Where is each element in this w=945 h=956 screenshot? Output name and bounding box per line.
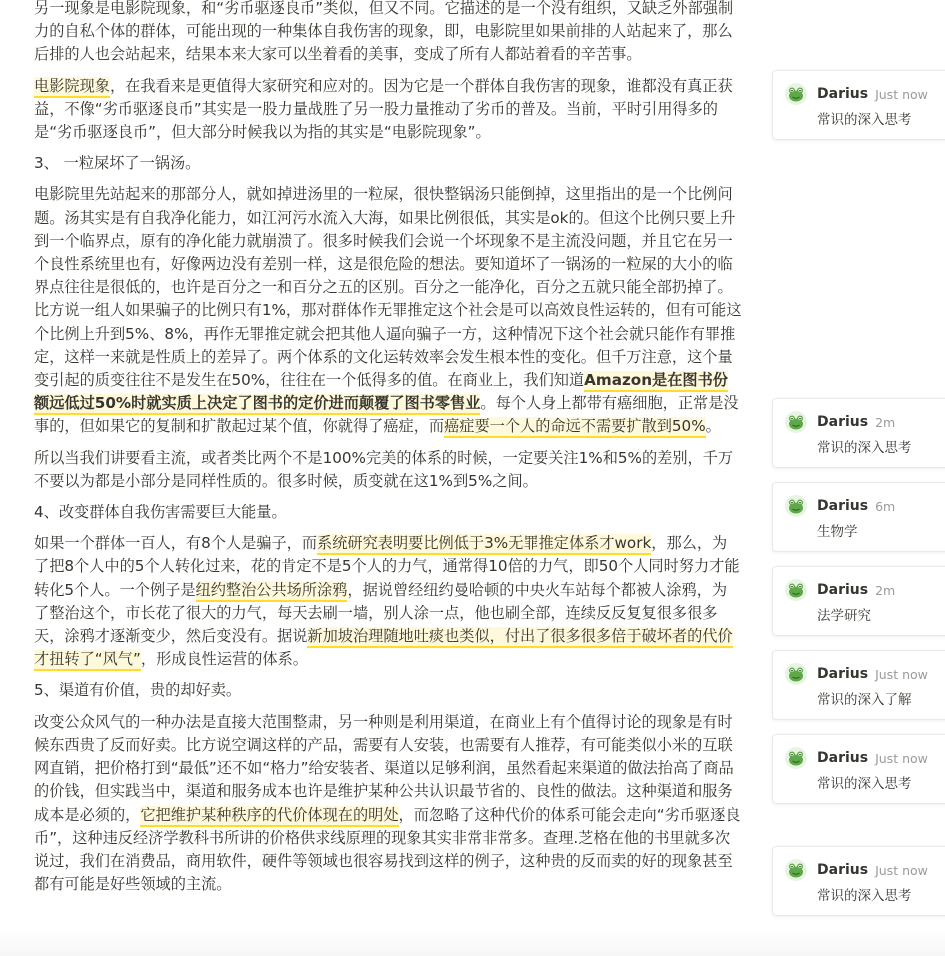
comment-text: 法学研究 [817, 608, 871, 624]
highlight-amazon[interactable]: Amazon是在图书份额远低过50%时就实质上决定了图书的定价进而颠覆了图书零售业 [34, 371, 728, 415]
paragraph-text: 。每个人身上都带有癌细胞，正常是没事的，但如果它的复制和扩散起过某个值，你就得了癌症，而 [34, 394, 739, 436]
frog-icon [785, 83, 807, 105]
comment-header [785, 663, 945, 685]
paragraph-text: ，那么，为了把8个人中的5个人转化过来，花的肯定不是5个人的力气，通常得10倍的力气，即50个人同时努力才能转化5个人。一个例子是 [34, 534, 740, 599]
frog-icon [785, 747, 807, 769]
frog-icon [785, 663, 807, 685]
paragraph-text: ，据说曾经纽约曼哈顿的中央火车站每个都被人涂鸦，为了整治这个，市长花了很大的力气，每天去刷一墙，别人涂一点，他也刷全部，连续反反复复很多很多天，涂鸦才逐渐变少，然后变没有。据说 [34, 580, 728, 646]
comment-time: Just now [875, 862, 928, 878]
comment-text: 常识的深入了解 [817, 692, 912, 708]
paragraph-text: ，而忽略了这种代价的体系可能会走向“劣币驱逐良币”，这种违反经济学教科书所讲的价格供求线原理的现象其实非常非常多。查理.芝格在他的书里就多次说过，我们在消费品，商用软件，硬件等领域也很容易找到这样的例子，这种贵的反而卖的好的现象甚至都有可能是好些领域的主流。 [34, 805, 741, 894]
highlight-nyc-graffiti[interactable]: 纽约整治公共场所涂鸦 [196, 581, 348, 602]
comment-time: 2m [875, 414, 896, 430]
comment-author: Darius [817, 666, 869, 682]
comment-time: Just now [875, 750, 928, 766]
paragraph-text: 。 [705, 417, 721, 436]
paragraph-threshold [34, 183, 742, 438]
comment-header [785, 495, 945, 517]
comment-card[interactable] [772, 846, 945, 916]
paragraph-cinema-effect: 另一现象是电影院现象，和“劣币驱逐良币”类似，但又不同。它描述的是一个没有组织，又缺乏外部强制力的自私个体的群体，可能出现的一种集体自我伤害的现象，即，电影院里如果前排的人站起来了，那么后排的人也会站起来，结果本来大家可以坐着看的美事，变成了所有人都站着看的辛苦事。 [34, 0, 734, 64]
frog-icon [785, 411, 807, 433]
highlight-singapore[interactable]: 新加坡治理随地吐痰也类似，付出了很多很多倍于破坏者的代价才扭转了“风气” [34, 627, 733, 671]
paragraph-text: ，形成良性运营的体系。 [140, 650, 308, 669]
comment-time: 2m [875, 582, 896, 598]
comment-text: 常识的深入思考 [817, 440, 912, 456]
section-heading-4: 4、改变群体自我伤害需要巨大能量。 [34, 503, 287, 522]
comment-text: 常识的深入思考 [817, 888, 912, 904]
comment-text: 常识的深入思考 [817, 112, 912, 128]
highlight-order-cost[interactable]: 它把维护某种秩序的代价体现在的明处 [140, 806, 398, 827]
comment-card[interactable] [772, 482, 945, 552]
comment-card[interactable] [772, 566, 945, 636]
paragraph-text: ，在我看来是更值得大家研究和应对的。因为它是一个群体自我伤害的现象，谁都没有真正获益，不像“劣币驱逐良币”其实是一股力量战胜了另一股力量推动了劣币的普及。当前，平时引用得多的是“劣币驱逐良币”，但大部分时候我以为指的其实是“电影院现象”。 [34, 76, 733, 142]
section-heading-3: 3、 一粒屎坏了一锅汤。 [34, 154, 201, 173]
comment-header [785, 579, 945, 601]
paragraph-energy [34, 532, 742, 671]
comment-card[interactable] [772, 734, 945, 804]
comment-card[interactable] [772, 398, 945, 468]
paragraph-text: 电影院里先站起来的那部分人，就如掉进汤里的一粒屎，很快整锅汤只能倒掉，这里指出的是一个比例问题。汤其实是有自我净化能力，如江河污水流入大海，如果比例很低，其实是ok的。但这个比例只要上升到一个临界点，原有的净化能力就崩溃了。很多时候我们会说一个坏现象不是主流没问题，并且它在另一个良性系统里也有，好像两边没有差别一样，这是很危险的想法。要知道坏了一锅汤的一粒屎的大小的临界点往往是很低的，也许是百分之一和百分之五的区别。百分之一能净化，百分之五就只能全部扔掉了。比方说一组人如果骗子的比例只有1%，那对群体作无罪推定这个社会是可以高效良性运转的，但有可能这个比例上升到5%、8%，再作无罪推定就会把其他人逼向骗子一方，这种情况下这个社会就只能作有罪推定，这样一来就是性质上的差异了。两个体系的文化运转效率会发生根本性的变化。但千万注意，这个量变引起的质变往往不是发生在50%，往往在一个低得多的值。在商业上，我们知道 [34, 185, 742, 390]
frog-icon [785, 859, 807, 881]
comment-text: 常识的深入思考 [817, 776, 912, 792]
frog-icon [785, 579, 807, 601]
comment-time: 6m [875, 498, 896, 514]
comment-header [785, 747, 945, 769]
paragraph-channel [34, 711, 742, 897]
comment-author: Darius [817, 750, 869, 766]
paragraph-text: 改变公众风气的一种办法是直接大范围整肃，另一种则是利用渠道，在商业上有个值得讨论的现象是有时候东西贵了反而好卖。比方说空调这样的产品，需要有人安装，也需要有人推荐，有可能类似小米的互联网直销，把价格打到“最低”还不如“格力”给安装者、渠道以足够利润，虽然看起来渠道的做法抬高了商品的价钱，但实践当中，渠道和服务成本也许是维护某种公共认识最节省的、良性的做法。这种渠道和服务成本是必须的， [34, 712, 734, 824]
highlight-cinema-effect[interactable]: 电影院现象 [34, 77, 110, 98]
comment-card[interactable] [772, 650, 945, 720]
comment-header [785, 859, 945, 881]
comment-author: Darius [817, 86, 869, 102]
paragraph-mainstream: 所以当我们讲要看主流，或者类比两个不是100%完美的体系的时候，一定要关注1%和5%的差别，千万不要以为都是小部分是同样性质的。很多时候，质变就在这1%到5%之间。 [34, 448, 734, 490]
comment-header [785, 411, 945, 433]
comment-author: Darius [817, 414, 869, 430]
paragraph-text: 如果一个群体一百人，有8个人是骗子，而 [34, 534, 318, 553]
comment-author: Darius [817, 862, 869, 878]
highlight-system-research[interactable]: 系统研究表明要比例低于3%无罪推定体系才work [317, 534, 651, 555]
comment-time: Just now [875, 86, 928, 102]
comment-time: Just now [875, 666, 928, 682]
article-body [34, 0, 742, 904]
highlight-cancer[interactable]: 癌症要一个人的命远不需要扩散到50% [444, 417, 706, 438]
comment-text: 生物学 [817, 524, 858, 540]
comment-header [785, 83, 945, 105]
section-heading-5: 5、渠道有价值，贵的却好卖。 [34, 681, 242, 700]
paragraph-cinema-analysis [34, 75, 742, 145]
comment-author: Darius [817, 582, 869, 598]
comment-card[interactable] [772, 70, 945, 140]
frog-icon [785, 495, 807, 517]
bottom-fade [0, 930, 945, 956]
comment-author: Darius [817, 498, 869, 514]
